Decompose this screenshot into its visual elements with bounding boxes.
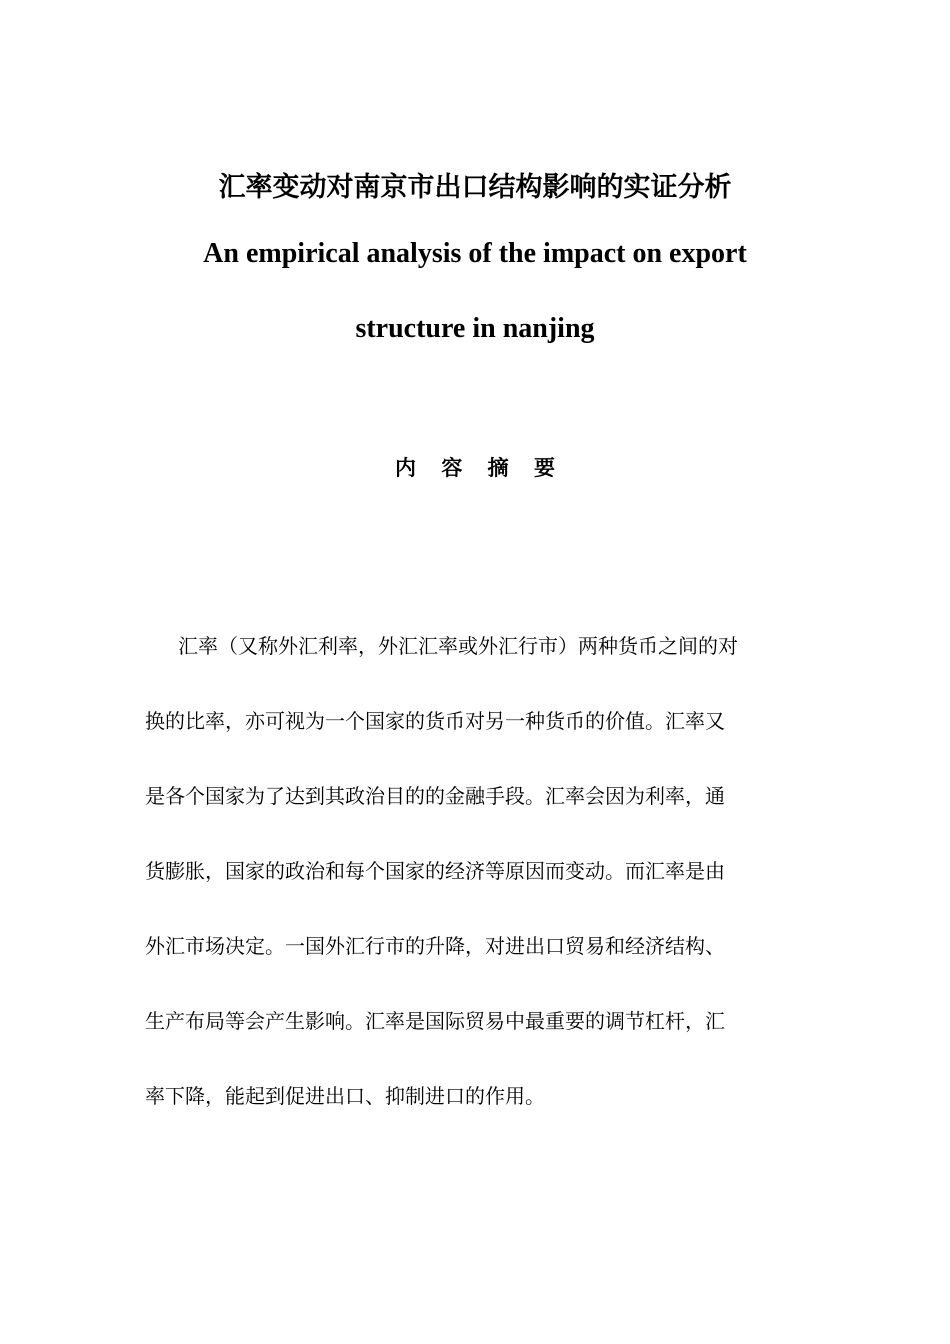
abstract-heading: 内 容 摘 要 (395, 456, 564, 480)
chinese-title: 汇率变动对南京市出口结构影响的实证分析 (218, 172, 732, 203)
abstract-body (145, 626, 805, 1151)
abstract-line: 换的比率，亦可视为一个国家的货币对另一种货币的价值。汇率又 (145, 709, 725, 733)
abstract-line: 外汇市场决定。一国外汇行市的升降，对进出口贸易和经济结构、 (145, 934, 725, 958)
abstract-line: 汇率（又称外汇利率，外汇汇率或外汇行市）两种货币之间的对 (178, 634, 738, 658)
abstract-line: 率下降，能起到促进出口、抑制进口的作用。 (145, 1084, 545, 1108)
abstract-line: 生产布局等会产生影响。汇率是国际贸易中最重要的调节杠杆，汇 (145, 1009, 725, 1033)
abstract-line: 货膨胀，国家的政治和每个国家的经济等原因而变动。而汇率是由 (145, 859, 725, 883)
english-title-line-2: structure in nanjing (355, 313, 595, 344)
abstract-line: 是各个国家为了达到其政治目的的金融手段。汇率会因为利率，通 (145, 784, 725, 808)
english-title-line-1: An empirical analysis of the impact on export (203, 238, 747, 269)
